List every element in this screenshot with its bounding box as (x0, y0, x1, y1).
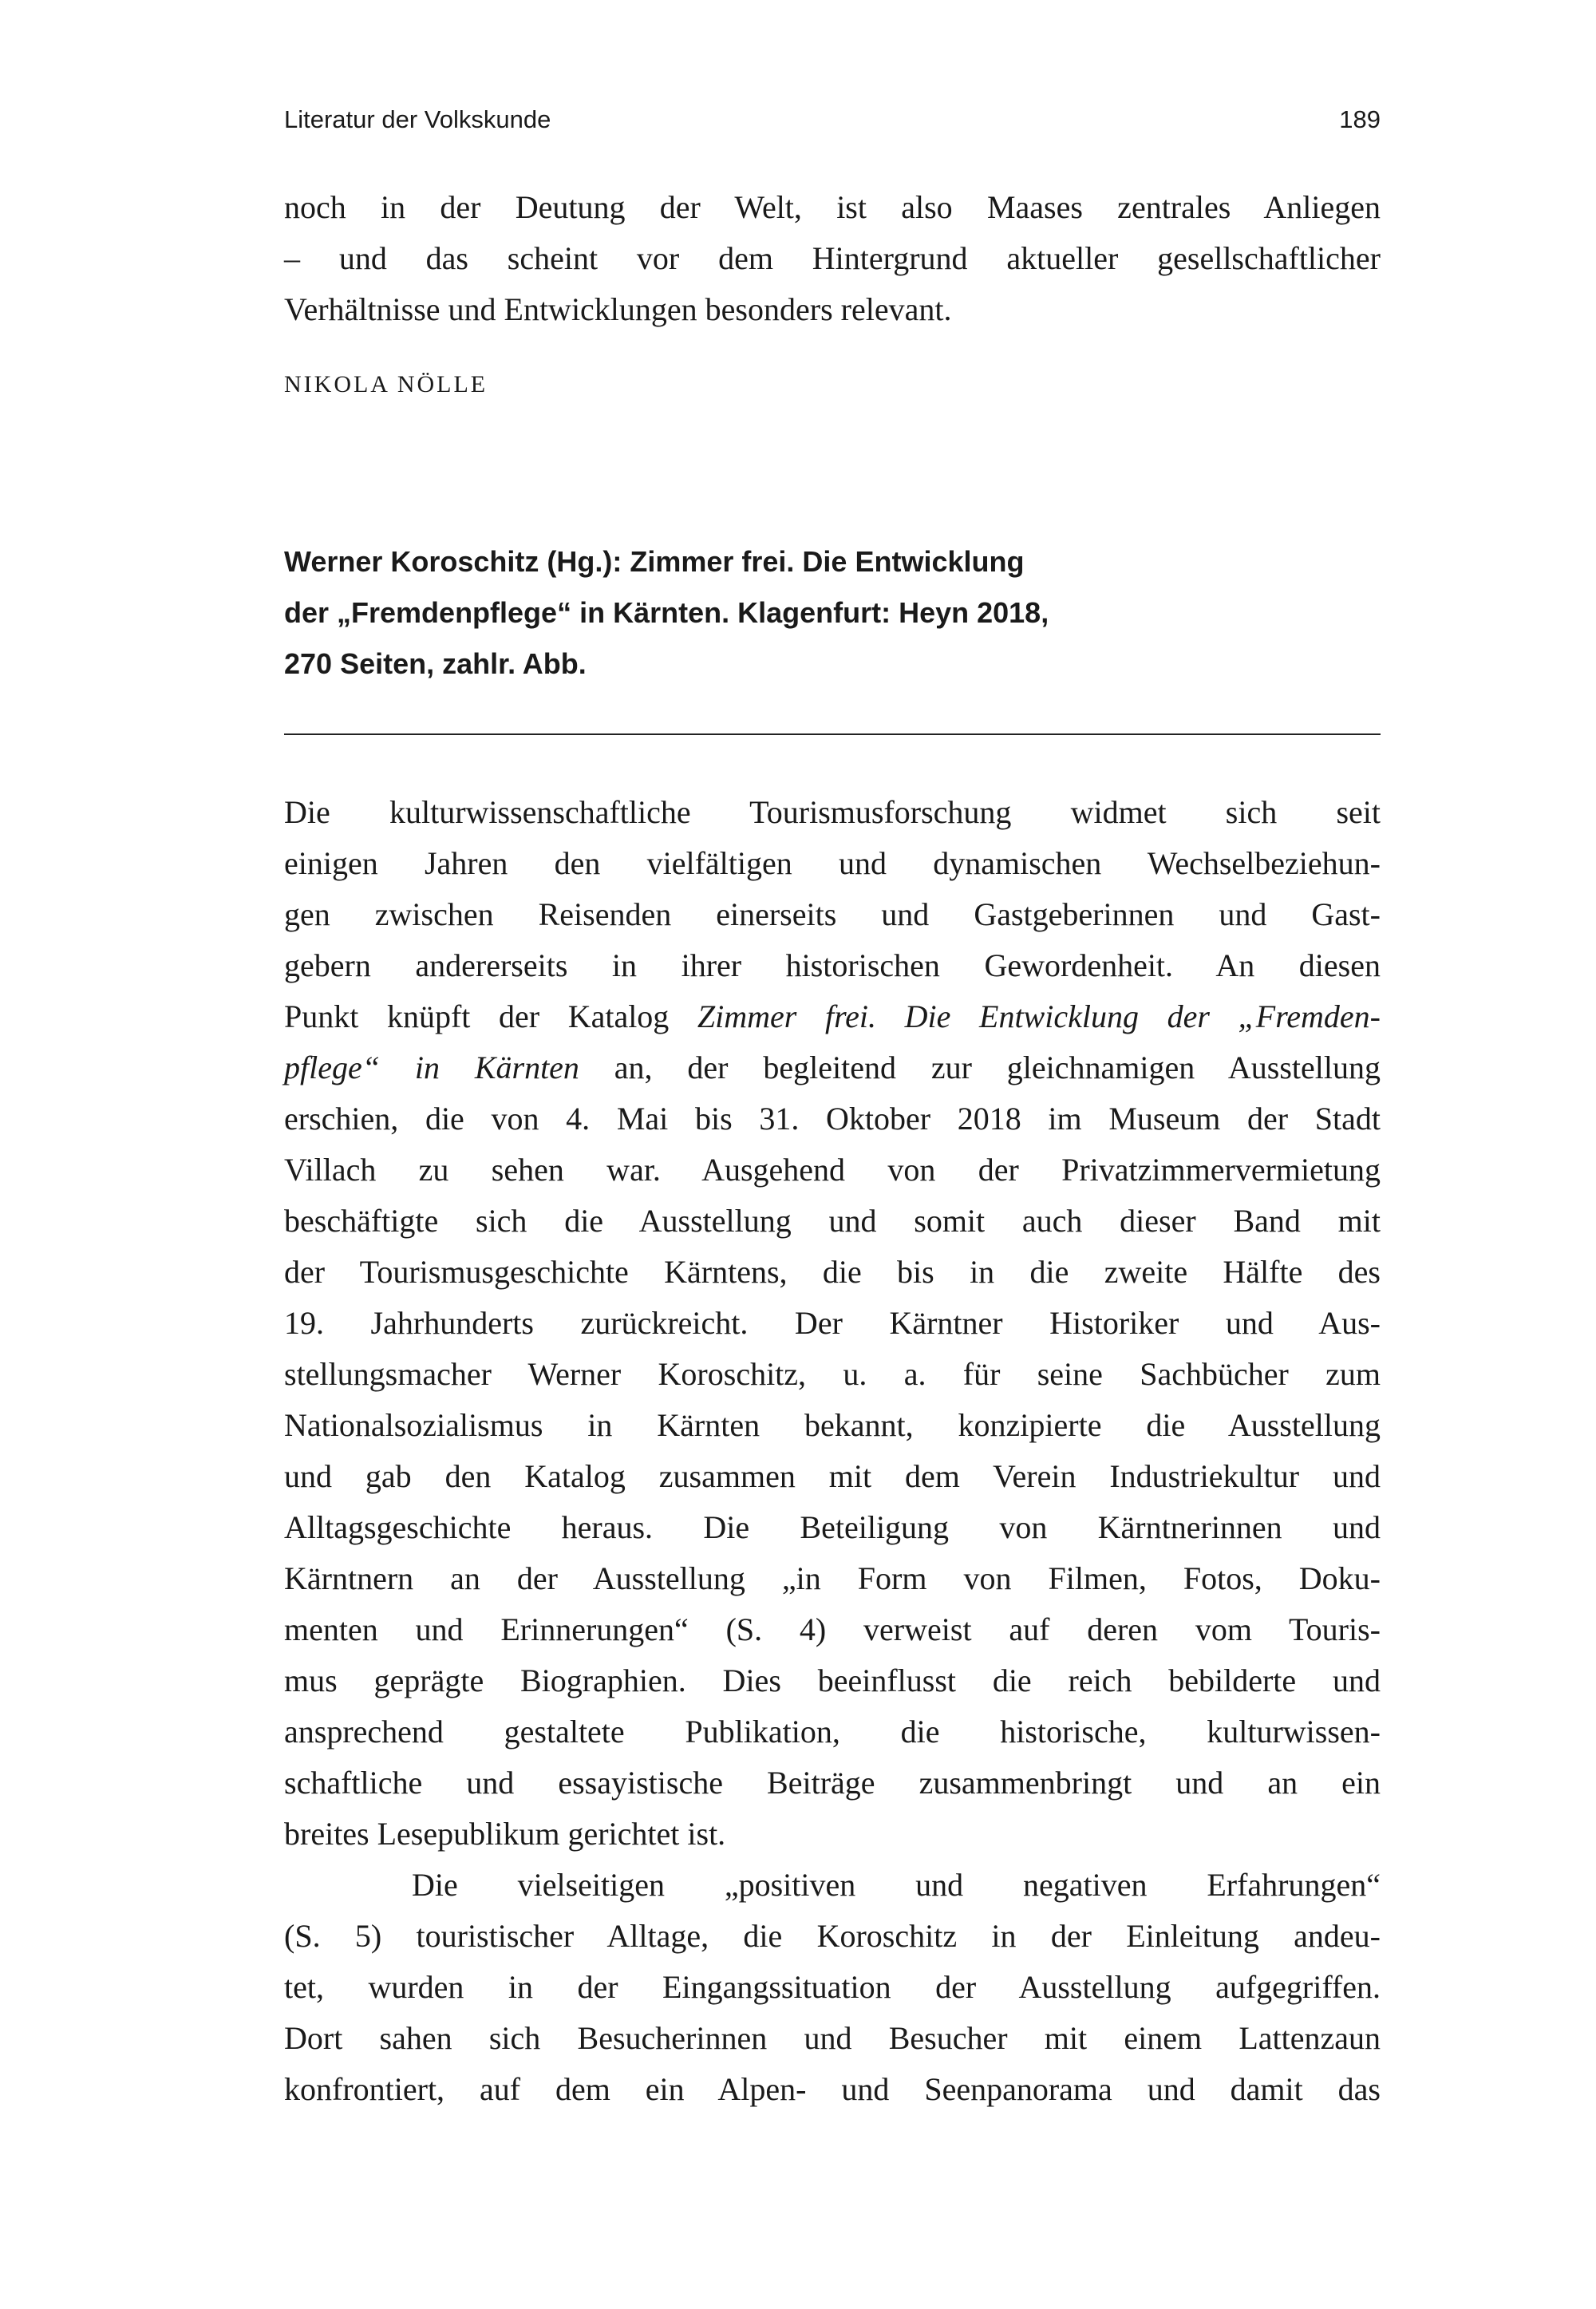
text-segment: einigen Jahren den vielfältigen und dynamischen Wechselbeziehun- (284, 845, 1381, 881)
text-segment: Die vielseitigen „positiven und negativen Erfahrungen“ (412, 1867, 1381, 1903)
text-line (284, 1451, 1381, 1502)
reference-line: der „Fremdenpflege“ in Kärnten. Klagenfurt: Heyn 2018, (284, 596, 1049, 629)
text-segment: Alltagsgeschichte heraus. Die Beteiligung von Kärntnerinnen und (284, 1509, 1381, 1545)
text-segment: Kärntnern an der Ausstellung „in Form von Filmen, Fotos, Doku- (284, 1560, 1381, 1596)
text-line (284, 233, 1381, 284)
text-line (284, 1298, 1381, 1349)
intro-paragraph (284, 182, 1381, 335)
text-line (284, 1911, 1381, 1962)
text-line (284, 1553, 1381, 1604)
text-segment: schaftliche und essayistische Beiträge zusammenbringt und an ein (284, 1765, 1381, 1801)
text-segment: (S. 5) touristischer Alltage, die Koroschitz in der Einleitung andeu- (284, 1918, 1381, 1954)
text-segment: und gab den Katalog zusammen mit dem Verein Industriekultur und (284, 1458, 1381, 1494)
text-segment: breites Lesepublikum gerichtet ist. (284, 1816, 726, 1852)
running-head: Literatur der Volkskunde (284, 105, 551, 133)
text-line (284, 284, 1381, 335)
text-line (284, 787, 1381, 838)
text-line (284, 1093, 1381, 1145)
text-line (284, 889, 1381, 940)
text-line (284, 1757, 1381, 1809)
text-segment: stellungsmacher Werner Koroschitz, u. a. für seine Sachbücher zum (284, 1356, 1381, 1392)
text-segment: gebern andererseits in ihrer historischen Gewordenheit. An diesen (284, 947, 1381, 983)
text-line (284, 1400, 1381, 1451)
text-line (284, 1247, 1381, 1298)
text-line (284, 1809, 1381, 1860)
text-segment: 19. Jahrhunderts zurückreicht. Der Kärntner Historiker und Aus- (284, 1305, 1381, 1341)
text-line (284, 1706, 1381, 1757)
text-line (284, 1860, 1381, 1911)
reference-line: Werner Koroschitz (Hg.): Zimmer frei. Die Entwicklung (284, 545, 1025, 578)
text-segment: tet, wurden in der Eingangssituation der Ausstellung aufgegriffen. (284, 1969, 1381, 2005)
text-segment: beschäftigte sich die Ausstellung und somit auch dieser Band mit (284, 1203, 1381, 1239)
book-reference (284, 536, 1381, 690)
divider (284, 733, 1381, 735)
italic-title: Zimmer frei. Die Entwicklung der „Fremden- (697, 998, 1381, 1034)
reference-line: 270 Seiten, zahlr. Abb. (284, 647, 587, 680)
text-line (284, 2064, 1381, 2115)
review-author: NIKOLA NÖLLE (284, 371, 488, 397)
text-line (284, 1349, 1381, 1400)
text-line (284, 1145, 1381, 1196)
text-line (284, 940, 1381, 991)
text-line (284, 1655, 1381, 1706)
text-segment: Verhältnisse und Entwicklungen besonders relevant. (284, 291, 952, 327)
text-line (284, 182, 1381, 233)
text-line (284, 2013, 1381, 2064)
text-segment: menten und Erinnerungen“ (S. 4) verweist auf deren vom Touris- (284, 1611, 1381, 1647)
text-line (284, 1042, 1381, 1093)
text-segment: mus geprägte Biographien. Dies beeinflusst die reich bebilderte und (284, 1663, 1381, 1698)
text-segment: ansprechend gestaltete Publikation, die historische, kulturwissen- (284, 1714, 1381, 1750)
text-segment: Nationalsozialismus in Kärnten bekannt, konzipierte die Ausstellung (284, 1407, 1381, 1443)
text-segment: noch in der Deutung der Welt, ist also Maases zentrales Anliegen (284, 189, 1381, 225)
italic-title: pflege“ in Kärnten (284, 1050, 579, 1085)
text-segment: – und das scheint vor dem Hintergrund aktueller gesellschaftlicher (284, 240, 1381, 276)
text-segment: konfrontiert, auf dem ein Alpen- und Seenpanorama und damit das (284, 2071, 1381, 2107)
text-line (284, 1196, 1381, 1247)
text-segment: an, der begleitend zur gleichnamigen Ausstellung (579, 1050, 1381, 1085)
text-segment: Villach zu sehen war. Ausgehend von der Privatzimmervermietung (284, 1152, 1381, 1188)
page-number: 189 (1339, 105, 1381, 133)
text-segment: erschien, die von 4. Mai bis 31. Oktober 2018 im Museum der Stadt (284, 1101, 1381, 1137)
text-line (284, 1604, 1381, 1655)
text-segment: der Tourismusgeschichte Kärntens, die bis in die zweite Hälfte des (284, 1254, 1381, 1290)
text-segment: Dort sahen sich Besucherinnen und Besucher mit einem Lattenzaun (284, 2020, 1381, 2056)
text-segment: Die kulturwissenschaftliche Tourismusforschung widmet sich seit (284, 794, 1381, 830)
review-body (284, 787, 1381, 2115)
text-line (284, 991, 1381, 1042)
text-segment: Punkt knüpft der Katalog (284, 998, 697, 1034)
text-segment: gen zwischen Reisenden einerseits und Gastgeberinnen und Gast- (284, 896, 1381, 932)
text-line (284, 1962, 1381, 2013)
text-line (284, 1502, 1381, 1553)
text-line (284, 838, 1381, 889)
